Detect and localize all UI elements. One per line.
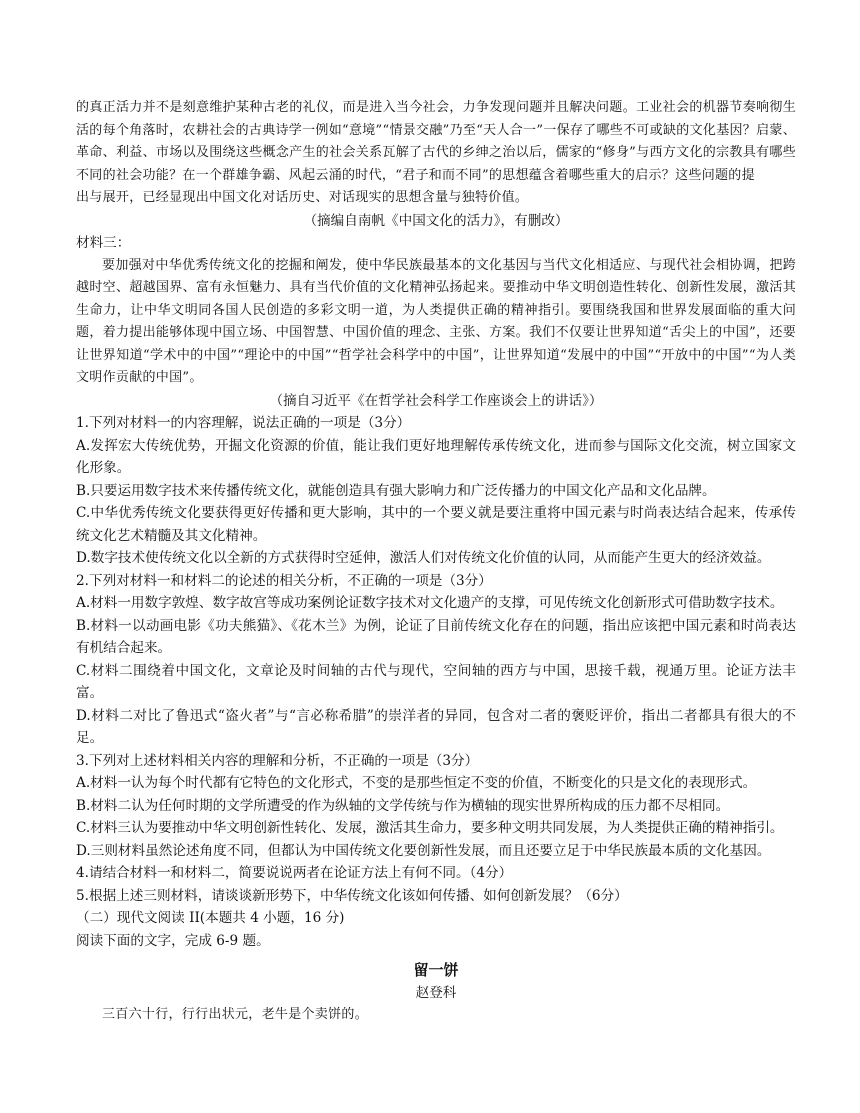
question-1: 1.下列对材料一的内容理解，说法正确的一项是（3分） bbox=[76, 415, 411, 431]
question-2-option-d: D.材料二对比了鲁迅式“盗火者”与“言必称希腊”的崇洋者的异同，包含对二者的褒贬评价，指出二者都具有很大的不足。 bbox=[76, 707, 796, 746]
question-2: 2.下列对材料一和材料二的论述的相关分析，不正确的一项是（3分） bbox=[76, 572, 492, 589]
story-author: 赵登科 bbox=[415, 985, 457, 1001]
question-3: 3.下列对上述材料相关内容的理解和分析，不正确的一项是（3分） bbox=[76, 752, 479, 769]
question-1-option-c: C.中华优秀传统文化要获得更好传播和更大影响，其中的一个要义就是要注重将中国元素与时尚表达结合起来，传承传统文化艺术精髓及其文化精神。 bbox=[76, 505, 796, 544]
story-title: 留一饼 bbox=[413, 961, 459, 979]
question-2-option-a: A.材料一用数字敦煌、数字故宫等成功案例论证数字技术对文化遗产的支撑，可见传统文化创新形式可借助数字技术。 bbox=[76, 595, 784, 611]
material-three-text: 要加强对中华优秀传统文化的挖掘和阐发，使中华民族最基本的文化基因与当代文化相适应、与现代社会相协调，把跨越时空、超越国界、富有永恒魅力、具有当代价值的文化精神弘扬起来。要推动中华文明创造性转化、创新性发展，激活其生命力，让中华文明同各国人民创造的多彩文明一道，为人类提供正确的精神指引。要围绕我国和世界发展面临的重大问题，着力提出能够体现中国立场、中国智慧、中国价值的理念、主张、方案。我们不仅要让世界知道“舌尖上的中国”，还要让世界知道“学术中的中国”“理论中的中国”“哲学社会科学中的中国”，让世界知道“发展中的中国”“开放中的中国”“为人类文明作贡献的中国”。 bbox=[76, 257, 796, 385]
section-two-instruction: 阅读下面的文字，完成 6-9 题。 bbox=[76, 932, 270, 949]
question-1-option-a: A.发挥宏大传统优势，开掘文化资源的价值，能让我们更好地理解传承传统文化，进而参与国际文化交流，树立国家文化形象。 bbox=[76, 437, 796, 476]
question-2-option-b: B.材料一以动画电影《功夫熊猫》、《花木兰》为例，论证了目前传统文化存在的问题，指出应该把中国元素和时尚表达有机结合起来。 bbox=[76, 617, 796, 656]
question-5: 5.根据上述三则材料，请谈谈新形势下，中华传统文化该如何传播、如何创新发展？（6分） bbox=[76, 887, 628, 904]
question-1-option-d: D.数字技术使传统文化以全新的方式获得时空延伸，激活人们对传统文化价值的认同，从而能产生更大的经济效益。 bbox=[76, 550, 771, 566]
material-one-tail-end: 出与展开，已经显现出中国文化对话历史、对话现实的思想含量与独特价值。 bbox=[76, 190, 529, 205]
question-4: 4.请结合材料一和材料二，简要说说两者在论证方法上有何不同。（4分） bbox=[76, 865, 513, 881]
story-first-line: 三百六十行，行行出状元，老牛是个卖饼的。 bbox=[102, 1007, 369, 1022]
material-three-label: 材料三： bbox=[76, 235, 131, 251]
question-2-option-c: C.材料二围绕着中国文化，文章论及时间轴的古代与现代，空间轴的西方与中国，思接千载，视通万里。论证方法丰富。 bbox=[76, 662, 796, 701]
exam-page bbox=[76, 97, 796, 1027]
question-3-option-a: A.材料一认为每个时代都有它特色的文化形式，不变的是那些恒定不变的价值，不断变化的只是文化的表现形式。 bbox=[76, 775, 757, 791]
question-3-option-c: C.材料三认为要推动中华文明创新性转化、发展，激活其生命力，要多种文明共同发展，为人类提供正确的精神指引。 bbox=[76, 820, 784, 836]
question-3-option-d: D.三则材料虽然论述角度不同，但都认为中国传统文化要创新性发展，而且还要立足于中华民族最本质的文化基因。 bbox=[76, 842, 771, 859]
question-3-option-b: B.材料二认为任何时期的文学所遭受的作为纵轴的文学传统与作为横轴的现实世界所构成的压力都不尽相同。 bbox=[76, 797, 730, 814]
question-1-option-b: B.只要运用数字技术来传播传统文化，就能创造具有强大影响力和广泛传播力的中国文化产品和文化品牌。 bbox=[76, 482, 716, 499]
section-two-heading: （二）现代文阅读 II(本题共 4 小题，16 分) bbox=[76, 910, 345, 926]
source-material-two: （摘编自南帆《中国文化的活力》，有删改） bbox=[303, 212, 569, 229]
source-material-three: （摘自习近平《在哲学社会科学工作座谈会上的讲话》） bbox=[269, 392, 603, 409]
material-one-tail: 的真正活力并不是刻意维护某种古老的礼仪，而是进入当今社会，力争发现问题并且解决问题。工业社会的机器节奏响彻生活的每个角落时，农耕社会的古典诗学一例如“意境”“情景交融”乃至“天人合一”一保存了哪些不可或缺的文化基因？启蒙、革命、利益、市场以及围绕这些概念产生的社会关系瓦解了古代的乡绅之治以后，儒家的“修身”与西方文化的宗教具有哪些不同的社会功能？在一个群雄争霸、风起云涌的时代，“君子和而不同”的思想蕴含着哪些重大的启示？这些问题的提 bbox=[76, 100, 796, 183]
